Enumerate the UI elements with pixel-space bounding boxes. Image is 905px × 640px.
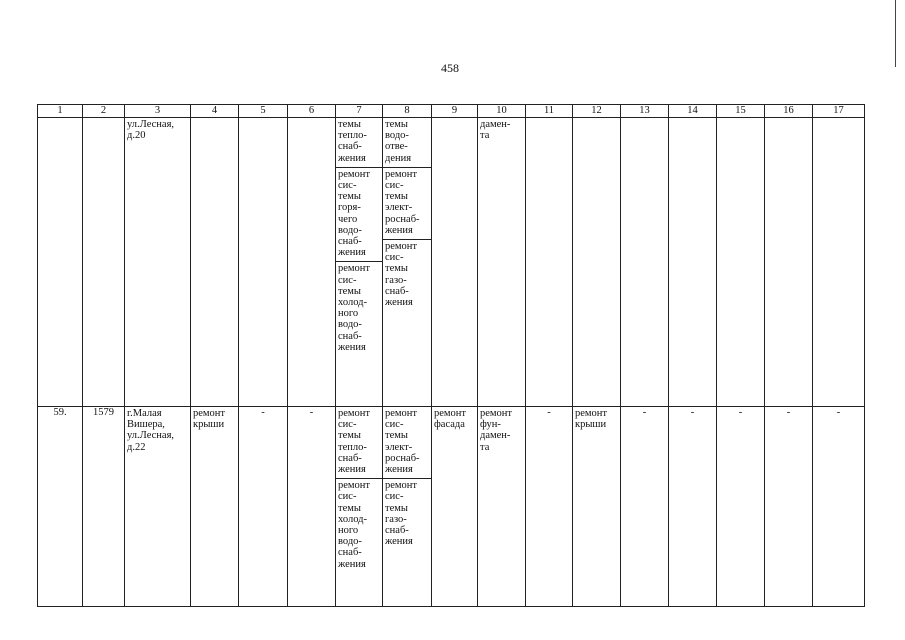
dash-cell-14: - <box>669 407 717 607</box>
text-line: ремонт <box>575 408 608 419</box>
column-number-row <box>38 105 865 118</box>
works-cell-10 <box>478 118 526 407</box>
text-line: жения <box>385 464 413 476</box>
dash-cell-17: - <box>813 407 865 607</box>
work-item <box>383 167 431 239</box>
text-line: холод- <box>338 297 367 309</box>
column-number-15: 15 <box>717 105 765 118</box>
text-line: жения <box>338 341 366 353</box>
text-line: та <box>480 130 490 142</box>
text-line: сис- <box>338 180 357 192</box>
work-item <box>336 118 382 167</box>
text-line: темы <box>385 191 408 203</box>
column-number-16: 16 <box>765 105 813 118</box>
cell-17 <box>813 118 865 407</box>
works-cell-9 <box>432 407 478 607</box>
text-line: крыши <box>575 419 607 431</box>
text-line: элект- <box>385 441 413 453</box>
cell-4 <box>191 118 239 407</box>
text-line: д.20 <box>127 130 146 142</box>
text-block <box>573 407 620 433</box>
repair-schedule-table <box>37 104 865 607</box>
text-line: ул.Лесная, <box>127 430 175 442</box>
text-line: ремонт <box>480 408 513 419</box>
cell-16 <box>765 118 813 407</box>
text-line: снаб- <box>385 525 409 537</box>
text-line: отве- <box>385 141 408 153</box>
work-item <box>383 478 431 550</box>
row-index-cell: 59. <box>38 407 83 607</box>
text-line: темы <box>338 502 361 514</box>
text-block <box>432 407 477 433</box>
text-line: ремонт <box>385 408 418 419</box>
text-line: жения <box>385 297 413 309</box>
text-line: тепло- <box>338 130 367 142</box>
text-line: ремонт <box>338 480 371 492</box>
column-number-2: 2 <box>83 105 125 118</box>
text-line: снаб- <box>338 547 362 559</box>
text-line: сис- <box>338 274 357 286</box>
text-line: темы <box>338 285 361 297</box>
text-line: темы <box>385 263 408 275</box>
page-number: 458 <box>441 61 459 75</box>
text-line: сис- <box>338 491 357 503</box>
text-block <box>191 407 238 433</box>
column-number-3: 3 <box>125 105 191 118</box>
dash-cell-16: - <box>765 407 813 607</box>
cell-5 <box>239 118 288 407</box>
works-cell-12 <box>573 407 621 607</box>
text-line: сис- <box>385 180 404 192</box>
column-number-14: 14 <box>669 105 717 118</box>
text-line: крыши <box>193 419 225 431</box>
column-number-4: 4 <box>191 105 239 118</box>
text-block <box>125 118 190 144</box>
text-line: дения <box>385 152 412 164</box>
text-line: г.Малая <box>127 408 162 419</box>
text-line: холод- <box>338 513 367 525</box>
text-line: снаб- <box>338 236 362 248</box>
text-line: дамен- <box>480 119 511 130</box>
text-line: сис- <box>385 252 404 264</box>
cell-6 <box>288 118 336 407</box>
works-cell-8 <box>383 118 432 407</box>
works-cell-8 <box>383 407 432 607</box>
text-line: снаб- <box>338 330 362 342</box>
text-line: ного <box>338 308 359 320</box>
text-line: ремонт <box>385 168 418 180</box>
column-number-12: 12 <box>573 105 621 118</box>
work-item <box>336 407 382 478</box>
text-line: сис- <box>385 419 404 431</box>
cell-14 <box>669 118 717 407</box>
address-cell <box>125 407 191 607</box>
dash-cell-15: - <box>717 407 765 607</box>
cell-2 <box>83 118 125 407</box>
text-line: ремонт <box>434 408 467 419</box>
text-line: ул.Лесная, <box>127 119 175 130</box>
text-line: ремонт <box>385 480 418 492</box>
text-line: горя- <box>338 202 361 214</box>
text-line: тепло- <box>338 441 367 453</box>
text-line: Вишера, <box>127 419 165 431</box>
text-line: темы <box>385 119 408 130</box>
table-row <box>38 118 865 407</box>
column-number-1: 1 <box>38 105 83 118</box>
text-line: роснаб- <box>385 452 420 464</box>
dash-cell-6: - <box>288 407 336 607</box>
works-cell-10 <box>478 407 526 607</box>
text-line: жения <box>338 464 366 476</box>
work-item <box>383 239 431 311</box>
column-number-9: 9 <box>432 105 478 118</box>
work-item <box>336 261 382 356</box>
text-line: ремонт <box>338 168 371 180</box>
column-number-13: 13 <box>621 105 669 118</box>
cell-1 <box>38 118 83 407</box>
address-cell <box>125 118 191 407</box>
text-line: темы <box>385 502 408 514</box>
text-line: чего <box>338 213 358 225</box>
works-cell-7 <box>336 407 383 607</box>
text-line: темы <box>338 430 361 442</box>
table-row <box>38 407 865 607</box>
text-line: жения <box>338 247 366 259</box>
cell-15 <box>717 118 765 407</box>
work-item <box>336 167 382 262</box>
dash-cell-13: - <box>621 407 669 607</box>
text-block <box>478 407 525 456</box>
column-number-8: 8 <box>383 105 432 118</box>
column-number-6: 6 <box>288 105 336 118</box>
text-line: снаб- <box>385 285 409 297</box>
cell-12 <box>573 118 621 407</box>
text-line: роснаб- <box>385 213 420 225</box>
text-line: фасада <box>434 419 465 431</box>
text-line: фун- <box>480 419 501 431</box>
text-line: ремонт <box>338 408 371 419</box>
text-line: водо- <box>385 130 409 142</box>
text-line: сис- <box>338 419 357 431</box>
text-line: жения <box>385 536 413 548</box>
text-line: жения <box>338 152 366 164</box>
works-cell-7 <box>336 118 383 407</box>
cell-9 <box>432 118 478 407</box>
text-line: газо- <box>385 513 407 525</box>
dash-cell-11: - <box>526 407 573 607</box>
scan-edge-line <box>895 0 896 67</box>
work-item <box>383 118 431 167</box>
text-line: ремонт <box>193 408 226 419</box>
work-item <box>383 407 431 478</box>
text-line: элект- <box>385 202 413 214</box>
text-line: д.22 <box>127 441 146 453</box>
text-block <box>478 118 525 144</box>
text-line: ремонт <box>338 263 371 275</box>
text-line: та <box>480 441 490 453</box>
text-line: водо- <box>338 536 362 548</box>
work-item <box>336 478 382 573</box>
text-line: снаб- <box>338 452 362 464</box>
cell-11 <box>526 118 573 407</box>
text-line: снаб- <box>338 141 362 153</box>
column-number-17: 17 <box>813 105 865 118</box>
dash-cell-5: - <box>239 407 288 607</box>
text-line: водо- <box>338 319 362 331</box>
text-line: темы <box>338 119 361 130</box>
column-number-11: 11 <box>526 105 573 118</box>
text-line: жения <box>385 224 413 236</box>
text-line: сис- <box>385 491 404 503</box>
text-line: ремонт <box>385 241 418 253</box>
works-cell-4 <box>191 407 239 607</box>
text-line: водо- <box>338 224 362 236</box>
text-line: темы <box>385 430 408 442</box>
column-number-7: 7 <box>336 105 383 118</box>
cell-13 <box>621 118 669 407</box>
object-code-cell: 1579 <box>83 407 125 607</box>
text-line: газо- <box>385 274 407 286</box>
text-line: жения <box>338 558 366 570</box>
column-number-10: 10 <box>478 105 526 118</box>
column-number-5: 5 <box>239 105 288 118</box>
text-block <box>125 407 190 456</box>
text-line: темы <box>338 191 361 203</box>
text-line: дамен- <box>480 430 511 442</box>
text-line: ного <box>338 525 359 537</box>
